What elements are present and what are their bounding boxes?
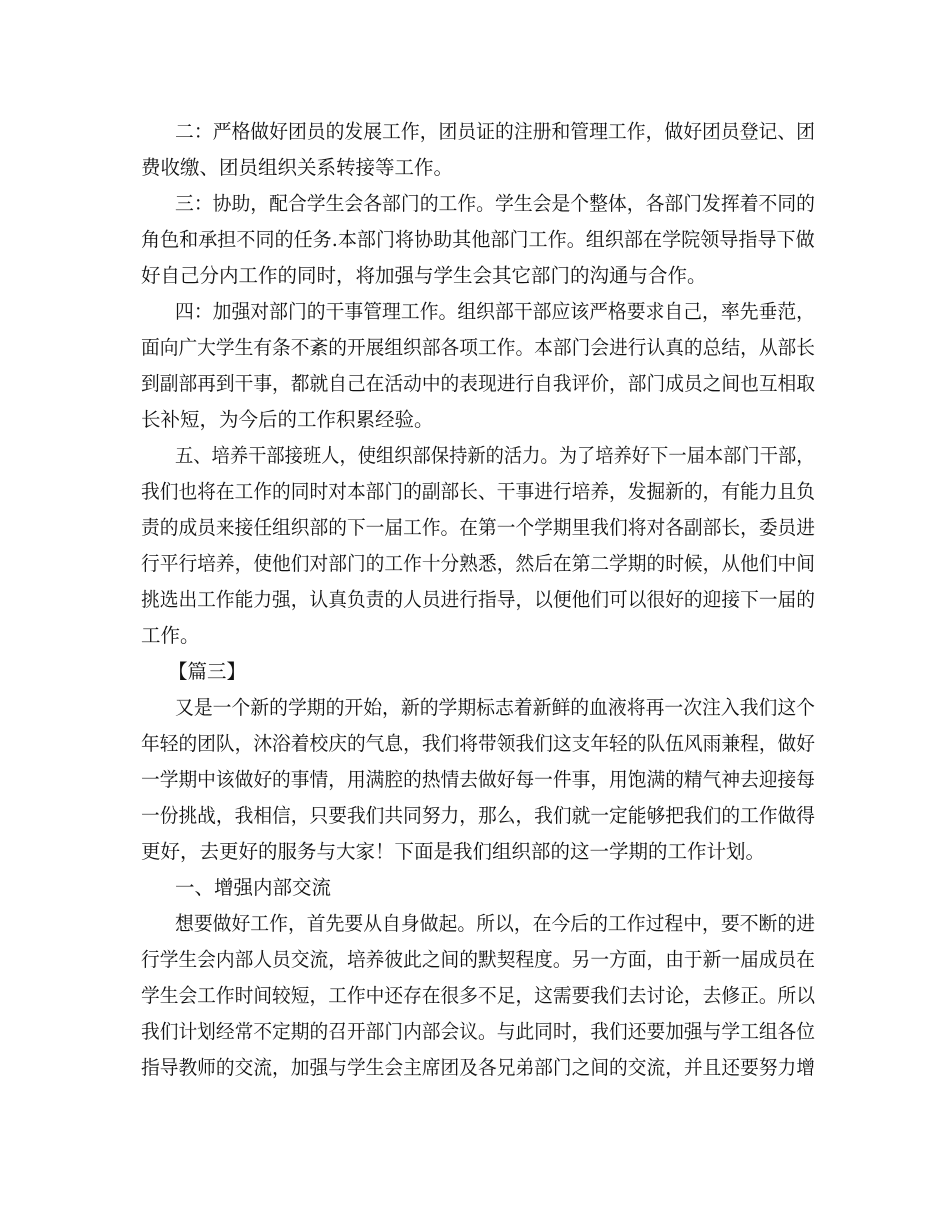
text-line: 我们也将在工作的同时对本部门的副部长、干事进行培养，发掘新的，有能力且负 [141, 480, 816, 503]
text-line: 面向广大学生有条不紊的开展组织部各项工作。本部门会进行认真的总结，从部长 [141, 336, 816, 359]
text-line: 我们计划经常不定期的召开部门内部会议。与此同时，我们还要加强与学工组各位 [141, 1020, 816, 1043]
text-line: 行平行培养，使他们对部门的工作十分熟悉，然后在第二学期的时候，从他们中间 [141, 552, 816, 575]
text-line: 好自己分内工作的同时，将加强与学生会其它部门的沟通与合作。 [141, 264, 707, 287]
text-line: 费收缴、团员组织关系转接等工作。 [141, 156, 454, 179]
text-line: 责的成员来接任组织部的下一届工作。在第一个学期里我们将对各副部长，委员进 [141, 516, 816, 539]
text-line: 指导教师的交流，加强与学生会主席团及各兄弟部门之间的交流，并且还要努力增 [141, 1056, 816, 1079]
text-line: 又是一个新的学期的开始，新的学期标志着新鲜的血液将再一次注入我们这个 [175, 696, 816, 719]
text-line: 行学生会内部人员交流，培养彼此之间的默契程度。另一方面，由于新一届成员在 [141, 948, 816, 971]
section-heading: 【篇三】 [168, 660, 247, 683]
text-line: 工作。 [141, 624, 200, 647]
text-line: 挑选出工作能力强，认真负责的人员进行指导，以便他们可以很好的迎接下一届的 [141, 588, 816, 611]
text-line: 一份挑战，我相信，只要我们共同努力，那么，我们就一定能够把我们的工作做得 [141, 804, 816, 827]
text-line: 学生会工作时间较短，工作中还存在很多不足，这需要我们去讨论，去修正。所以 [141, 984, 816, 1007]
text-line: 长补短，为今后的工作积累经验。 [141, 408, 434, 431]
text-line: 角色和承担不同的任务.本部门将协助其他部门工作。组织部在学院领导指导下做 [141, 228, 815, 251]
text-line: 四：加强对部门的干事管理工作。组织部干部应该严格要求自己，率先垂范， [175, 300, 816, 323]
text-line: 年轻的团队，沐浴着校庆的气息，我们将带领我们这支年轻的队伍风雨兼程，做好 [141, 732, 816, 755]
text-line: 五、培养干部接班人，使组织部保持新的活力。为了培养好下一届本部门干部， [175, 444, 815, 467]
text-line: 三：协助，配合学生会各部门的工作。学生会是个整体，各部门发挥着不同的 [175, 192, 816, 215]
text-line: 二：严格做好团员的发展工作，团员证的注册和管理工作，做好团员登记、团 [175, 120, 816, 143]
text-line: 一学期中该做好的事情，用满腔的热情去做好每一件事，用饱满的精气神去迎接每 [141, 768, 816, 791]
text-line: 到副部再到干事，都就自己在活动中的表现进行自我评价，部门成员之间也互相取 [141, 372, 816, 395]
text-line: 想要做好工作，首先要从自身做起。所以，在今后的工作过程中，要不断的进 [175, 912, 816, 935]
subsection-heading: 一、增强内部交流 [175, 876, 332, 899]
text-line: 更好，去更好的服务与大家！下面是我们组织部的这一学期的工作计划。 [141, 840, 766, 863]
